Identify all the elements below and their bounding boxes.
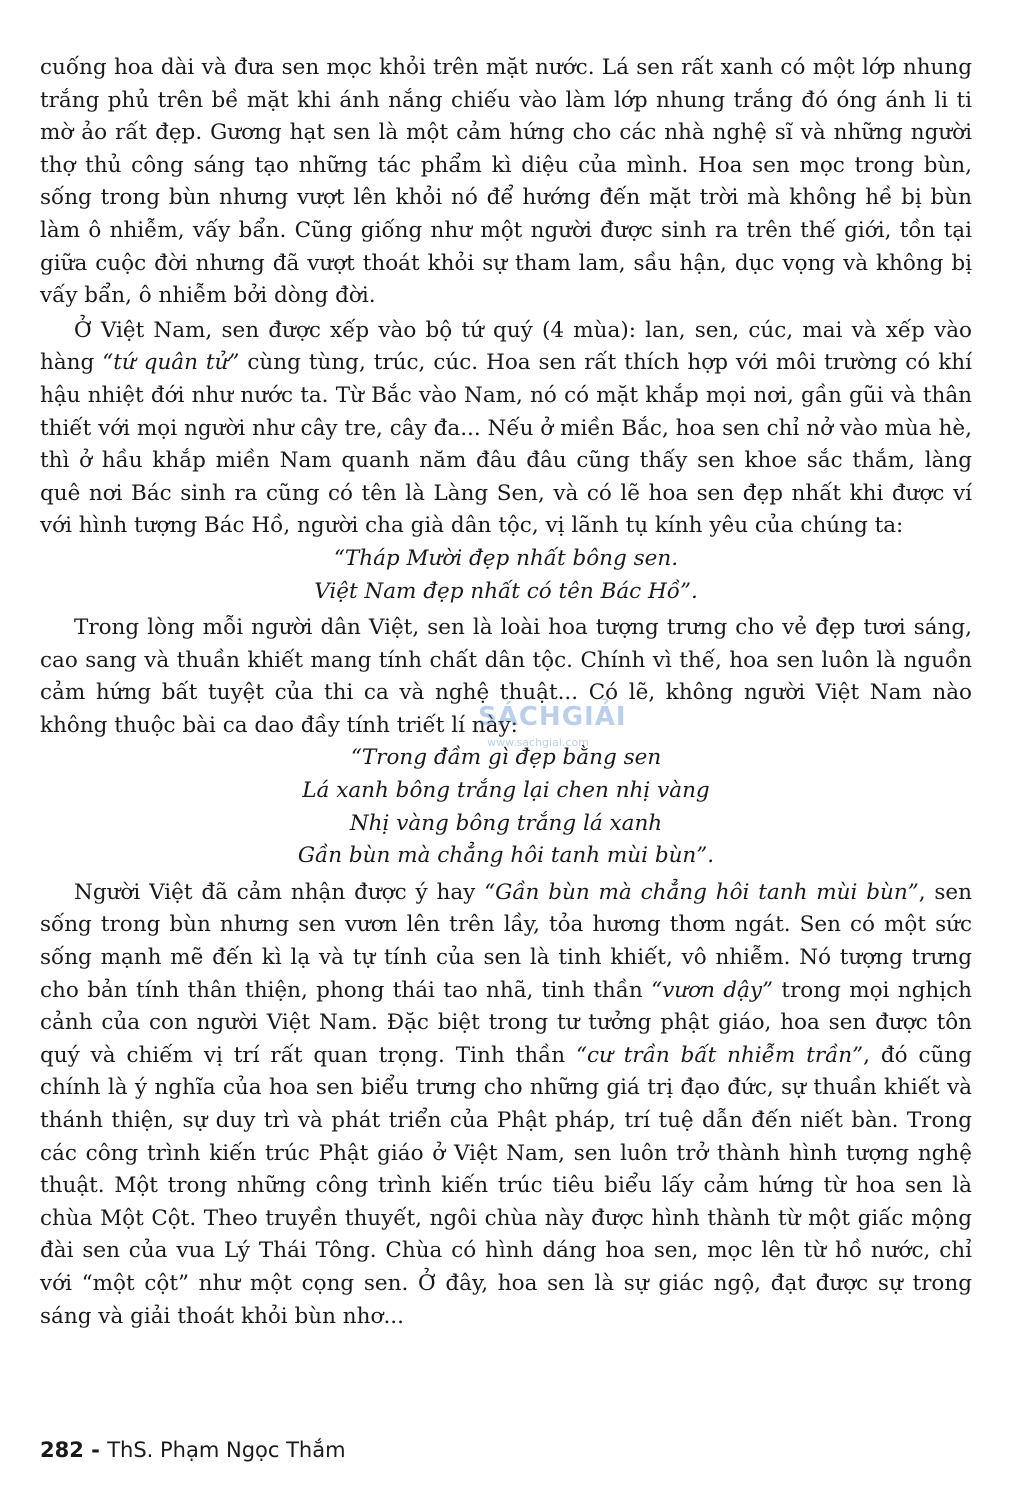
emphasis-vuon-day: “vươn dậy” (651, 977, 774, 1003)
poem-thap-muoi (40, 543, 972, 608)
paragraph-1: cuống hoa dài và đưa sen mọc khỏi trên mặt nước. Lá sen rất xanh có một lớp nhung trắng phủ trên bề mặt khi ánh nắng chiếu vào làm lớp nhung trắng đó óng ánh li ti mờ ảo rất đẹp. Gương hạt sen là một cảm hứng cho các nhà nghệ sĩ và những người thợ thủ công sáng tạo những tác phẩm kì diệu của mình. Hoa sen mọc trong bùn, sống trong bùn nhưng vượt lên khỏi nó để hướng đến mặt trời mà không hề bị bùn làm ô nhiễm, vấy bẩn. Cũng giống như một người được sinh ra trên thế giới, tồn tại giữa cuộc đời nhưng đã vượt thoát khỏi sự tham lam, sầu hận, dục vọng và không bị vấy bẩn, ô nhiễm bởi dòng đời. (40, 55, 972, 309)
footer-author: ThS. Phạm Ngọc Thắm (107, 1438, 346, 1462)
poem-line: Việt Nam đẹp nhất có tên Bác Hồ”. (314, 578, 698, 604)
paragraph-2: Ở Việt Nam, sen được xếp vào bộ tứ quý (4 mùa): lan, sen, cúc, mai và xếp vào hàng “tứ quân tử” cùng tùng, trúc, cúc. Hoa sen rất thích hợp với môi trường có khí hậu nhiệt đới như nước ta. Từ Bắc vào Nam, nó có mặt khắp mọi nơi, gần gũi và thân thiết với mọi người như cây tre, cây đa... Nếu ở miền Bắc, hoa sen chỉ nở vào mùa hè, thì ở hầu khắp miền Nam quanh năm đâu đâu cũng thấy sen khoe sắc thắm, làng quê nơi Bác sinh ra cũng có tên là Làng Sen, và có lẽ hoa sen đẹp nhất khi được ví với hình tượng Bác Hồ, người cha già dân tộc, vị lãnh tụ kính yêu của chúng ta: (40, 317, 973, 539)
poem-trong-dam (40, 742, 972, 872)
watermark-brand: SÁCHGIẢI (478, 702, 627, 732)
emphasis-tu-quan-tu: “tứ quân tử” (102, 350, 240, 376)
poem-line: “Tháp Mười đẹp nhất bông sen. (333, 545, 679, 571)
poem-line: Lá xanh bông trắng lại chen nhị vàng (302, 778, 710, 804)
emphasis-gan-bun: “Gần bùn mà chẳng hôi tanh mùi bùn” (484, 879, 919, 905)
body-text (40, 52, 972, 1333)
emphasis-cu-tran: “cư trần bất nhiễm trần” (576, 1042, 864, 1068)
watermark-url: www.sachgiai.com (487, 736, 589, 749)
poem-line: Gần bùn mà chẳng hôi tanh mùi bùn”. (297, 843, 715, 869)
page-footer (40, 1438, 346, 1462)
paragraph-4: Người Việt đã cảm nhận được ý hay “Gần bùn mà chẳng hôi tanh mùi bùn”, sen sống trong bùn nhưng sen vươn lên trên lầy, tỏa hương thơm ngát. Sen có một sức sống mạnh mẽ đến kì lạ và tự tính của sen là tinh khiết, vô nhiễm. Nó tượng trưng cho bản tính thân thiện, phong thái tao nhã, tinh thần “vươn dậy” trong mọi nghịch cảnh của con người Việt Nam. Đặc biệt trong tư tưởng phật giáo, hoa sen được tôn quý và chiếm vị trí rất quan trọng. Tinh thần “cư trần bất nhiễm trần”, đó cũng chính là ý nghĩa của hoa sen biểu trưng cho những giá trị đạo đức, sự thuần khiết và thánh thiện, sự duy trì và phát triển của Phật pháp, trí tuệ dẫn đến niết bàn. Trong các công trình kiến trúc Phật giáo ở Việt Nam, sen luôn trở thành hình tượng nghệ thuật. Một trong những công trình kiến trúc tiêu biểu lấy cảm hứng từ hoa sen là chùa Một Cột. Theo truyền thuyết, ngôi chùa này được hình thành từ một giấc mộng đài sen của vua Lý Thái Tông. Chùa có hình dáng hoa sen, mọc lên từ hồ nước, chỉ với “một cột” như một cọng sen. Ở đây, hoa sen là sự giác ngộ, đạt được sự trong sáng và giải thoát khỏi bùn nhơ... (40, 879, 972, 1329)
poem-line: Nhị vàng bông trắng lá xanh (349, 810, 663, 836)
page-number: 282 (40, 1438, 84, 1462)
paragraph-3: Trong lòng mỗi người dân Việt, sen là loài hoa tượng trưng cho vẻ đẹp tươi sáng, cao sang và thuần khiết mang tính chất dân tộc. Chính vì thế, hoa sen luôn là nguồn cảm hứng bất tuyệt của thi ca và nghệ thuật... Có lẽ, không người Việt Nam nào không thuộc bài ca dao đầy tính triết lí này: (40, 615, 972, 738)
footer-separator: - (83, 1438, 108, 1462)
poem-line: “Trong đầm gì đẹp bằng sen (350, 745, 662, 771)
